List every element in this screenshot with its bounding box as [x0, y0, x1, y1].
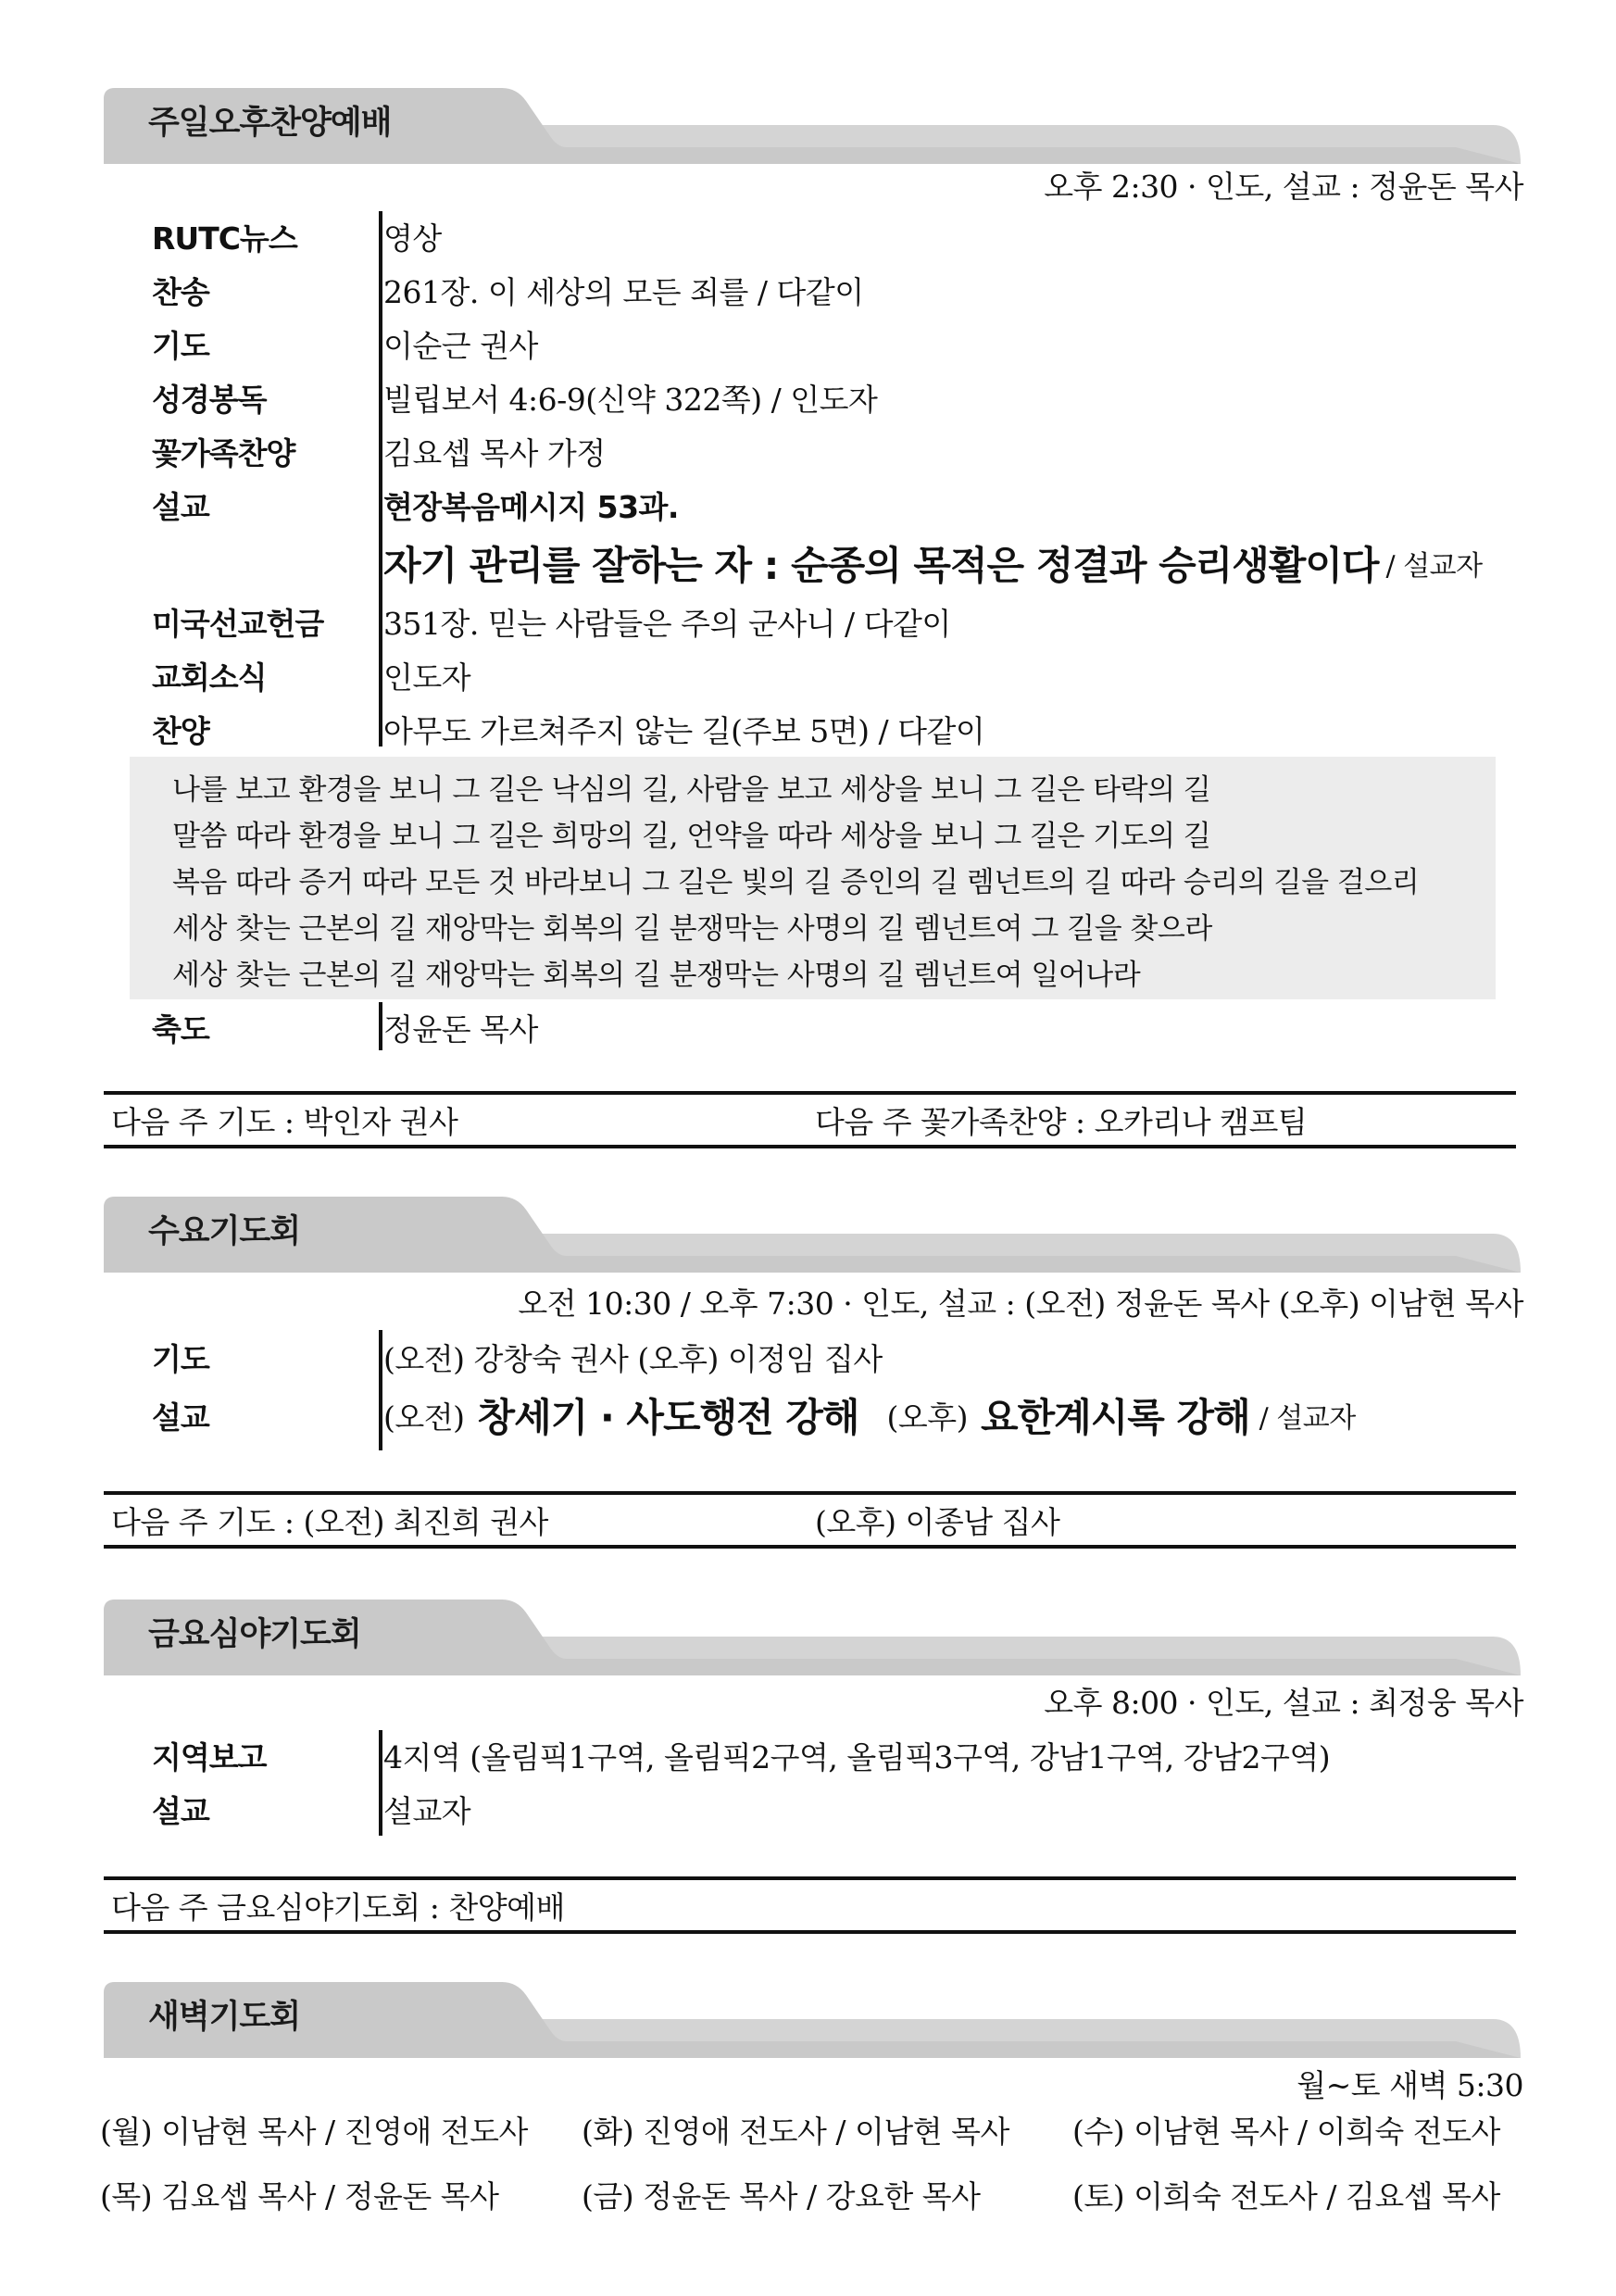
- order-value: 아무도 가르쳐주지 않는 길(주보 5면) / 다같이: [383, 712, 985, 749]
- service-time: 오전 10:30 / 오후 7:30 · 인도, 설교 : (오전) 정윤돈 목사 (오후) 이남현 목사: [518, 1286, 1523, 1322]
- order-value: 정윤돈 목사: [383, 1010, 538, 1048]
- order-label: 성경봉독: [152, 381, 267, 418]
- order-value: 351장. 믿는 사람들은 주의 군사니 / 다같이: [383, 605, 951, 642]
- divider-line: [104, 1145, 1516, 1148]
- order-label: 꽃가족찬양: [152, 434, 295, 471]
- order-value: 4지역 (올림픽1구역, 올림픽2구역, 올림픽3구역, 강남1구역, 강남2구역): [383, 1738, 1331, 1775]
- section-header-sunday: [104, 88, 1521, 164]
- divider-line: [104, 1930, 1516, 1934]
- next-week-choir: 다음 주 꽃가족찬양 : 오카리나 캠프팀: [815, 1104, 1308, 1140]
- order-row: [152, 1384, 1356, 1447]
- benediction-row: [152, 1000, 538, 1054]
- order-row: [152, 478, 1483, 532]
- divider-line: [104, 1491, 1516, 1495]
- divider-line: [104, 1876, 1516, 1880]
- dawn-schedule-item: (금) 정윤돈 목사 / 강요한 목사: [582, 2178, 981, 2214]
- order-row: [152, 702, 1483, 756]
- dawn-schedule-item: (화) 진영애 전도사 / 이남현 목사: [582, 2114, 1009, 2150]
- order-label: 교회소식: [152, 659, 267, 696]
- section-header-friday: [104, 1600, 1521, 1675]
- sermon-suffix: / 설교자: [1259, 1402, 1356, 1435]
- order-row: [152, 370, 1483, 424]
- order-row: [152, 424, 1483, 478]
- order-label: 설교: [152, 488, 209, 525]
- order-value: 영상: [383, 220, 442, 257]
- dawn-schedule-item: (월) 이남현 목사 / 진영애 전도사: [100, 2114, 528, 2150]
- order-list: [152, 1330, 1356, 1447]
- section-title: 수요기도회: [148, 1213, 301, 1250]
- order-row: [152, 648, 1483, 702]
- order-label: 찬송: [152, 273, 209, 310]
- section-title: 주일오후찬양예배: [148, 105, 392, 142]
- order-row: [152, 1782, 1330, 1836]
- order-label: 미국선교헌금: [152, 605, 324, 642]
- lyric-line: 말씀 따라 환경을 보니 그 길은 희망의 길, 언약을 따라 세상을 보니 그 길은 기도의 길: [172, 820, 1211, 853]
- order-row: [152, 1000, 538, 1054]
- sermon-pm-tag: (오후): [886, 1399, 969, 1436]
- section-header-wednesday: [104, 1197, 1521, 1273]
- order-label: 기도: [152, 327, 209, 364]
- next-week-prayer-pm: (오후) 이종남 집사: [815, 1504, 1060, 1540]
- order-value: (오전) 강창숙 권사 (오후) 이정임 집사: [383, 1340, 883, 1377]
- order-value: 261장. 이 세상의 모든 죄를 / 다같이: [383, 273, 864, 310]
- order-list: [152, 1728, 1330, 1836]
- order-label: 축도: [152, 1010, 209, 1048]
- lyric-line: 세상 찾는 근본의 길 재앙막는 회복의 길 분쟁막는 사명의 길 렘넌트여 일어나라: [172, 959, 1141, 992]
- order-row: [152, 595, 1483, 648]
- next-week-friday: 다음 주 금요심야기도회 : 찬양예배: [111, 1889, 565, 1926]
- dawn-schedule-item: (수) 이남현 목사 / 이희숙 전도사: [1072, 2114, 1500, 2150]
- dawn-schedule-item: (목) 김요셉 목사 / 정윤돈 목사: [100, 2178, 499, 2214]
- divider-line: [104, 1091, 1516, 1095]
- order-label: 지역보고: [152, 1738, 267, 1775]
- order-label: RUTC뉴스: [152, 220, 297, 257]
- lyric-line: 나를 보고 환경을 보니 그 길은 낙심의 길, 사람을 보고 세상을 보니 그 길은 타락의 길: [172, 773, 1211, 807]
- order-list: [152, 209, 1483, 756]
- order-row: [152, 317, 1483, 370]
- order-value: 인도자: [383, 659, 471, 696]
- service-time: 오후 2:30 · 인도, 설교 : 정윤돈 목사: [1044, 169, 1523, 205]
- divider-line: [104, 1545, 1516, 1549]
- order-value: 김요셉 목사 가정: [383, 434, 606, 471]
- order-row: [152, 1330, 1356, 1384]
- section-title: 새벽기도회: [148, 1999, 301, 2036]
- sermon-title: 자기 관리를 잘하는 자 : 순종의 목적은 정결과 승리생활이다: [383, 543, 1379, 588]
- lyrics-box: [130, 757, 1496, 999]
- sermon-pm-title: 요한계시록 강해: [981, 1395, 1250, 1440]
- order-label: 설교: [152, 1399, 209, 1436]
- order-value: 빌립보서 4:6-9(신약 322쪽) / 인도자: [383, 381, 878, 418]
- lyric-line: 복음 따라 증거 따라 모든 것 바라보니 그 길은 빛의 길 증인의 길 렘넌트의 길 따라 승리의 길을 걸으리: [172, 866, 1420, 899]
- order-label: 설교: [152, 1792, 209, 1829]
- sermon-series: 현장복음메시지 53과.: [383, 488, 679, 525]
- order-row: [152, 209, 1483, 263]
- sermon-suffix: / 설교자: [1385, 550, 1483, 583]
- order-row: [152, 263, 1483, 317]
- section-header-dawn: [104, 1982, 1521, 2058]
- header-tab-shape: [104, 1197, 1521, 1273]
- order-value: 설교자: [383, 1792, 471, 1829]
- lyric-line: 세상 찾는 근본의 길 재앙막는 회복의 길 분쟁막는 사명의 길 렘넌트여 그 길을 찾으라: [172, 912, 1212, 946]
- sermon-am-tag: (오전): [383, 1399, 465, 1436]
- order-value: 이순근 권사: [383, 327, 538, 364]
- order-label: 찬양: [152, 712, 209, 749]
- dawn-schedule-item: (토) 이희숙 전도사 / 김요셉 목사: [1072, 2178, 1500, 2214]
- service-time: 오후 8:00 · 인도, 설교 : 최정웅 목사: [1044, 1685, 1523, 1721]
- order-label: 기도: [152, 1340, 209, 1377]
- next-week-prayer: 다음 주 기도 : 박인자 권사: [111, 1104, 458, 1140]
- sermon-am-title: 창세기 · 사도행전 강해: [477, 1395, 859, 1440]
- next-week-prayer: 다음 주 기도 : (오전) 최진희 권사: [111, 1504, 548, 1540]
- section-title: 금요심야기도회: [148, 1616, 361, 1653]
- order-row: [152, 532, 1483, 595]
- service-time: 월~토 새벽 5:30: [1297, 2067, 1523, 2103]
- order-row: [152, 1728, 1330, 1782]
- header-tab-shape: [104, 1982, 1521, 2058]
